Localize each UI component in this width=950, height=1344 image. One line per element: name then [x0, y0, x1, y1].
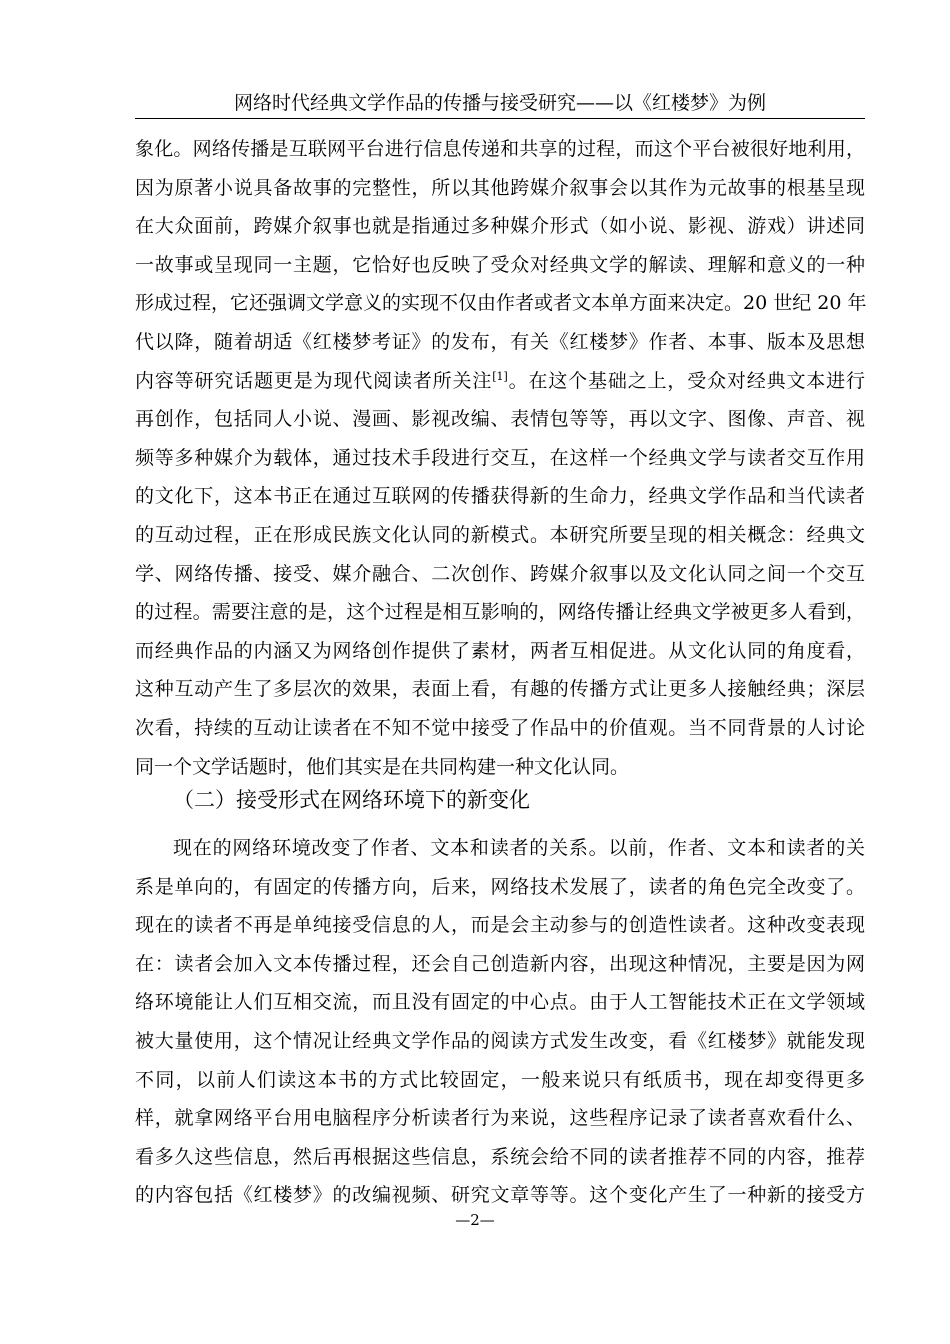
page-number: —2— — [455, 1211, 495, 1229]
paragraph-2 — [135, 829, 865, 1215]
text-line: 络环境能让人们互相交流，而且没有固定的中心点。由于人工智能技术正在文学领域 — [135, 991, 865, 1014]
citation-reference[interactable]: [1] — [492, 369, 508, 383]
text-line: 象化。网络传播是互联网平台进行信息传递和共享的过程，而这个平台被很好地利用， — [135, 138, 865, 160]
text-line: 现在的网络环境改变了作者、文本和读者的关系。以前，作者、文本和读者的关 — [173, 837, 865, 859]
section-heading: （二）接受形式在网络环境下的新变化 — [173, 788, 530, 812]
text-line: 现在的读者不再是单纯接受信息的人，而是会主动参与的创造性读者。这种改变表现 — [135, 914, 865, 937]
text-line: 一故事或呈现同一主题，它恰好也反映了受众对经典文学的解读、理解和意义的一种 — [135, 253, 865, 276]
text-line: 同一个文学话题时，他们其实是在共同构建一种文化认同。 — [135, 755, 630, 778]
text-line: 样，就拿网络平台用电脑程序分析读者行为来说，这些程序记录了读者喜欢看什么、 — [135, 1107, 865, 1130]
text-line: 而经典作品的内涵又为网络创作提供了素材，两者互相促进。从文化认同的角度看， — [135, 639, 865, 662]
text-line: 再创作，包括同人小说、漫画、影视改编、表情包等等，再以文字、图像、声音、视 — [135, 408, 865, 431]
text-line: 这种互动产生了多层次的效果，表面上看，有趣的传播方式让更多人接触经典；深层 — [135, 678, 865, 701]
header-rule — [135, 118, 865, 119]
text-line: 代以降，随着胡适《红楼梦考证》的发布，有关《红楼梦》作者、本事、版本及思想 — [135, 330, 865, 353]
text-line: 系是单向的，有固定的传播方向，后来，网络技术发展了，读者的角色完全改变了。 — [135, 875, 865, 898]
text-line: 学、网络传播、接受、媒介融合、二次创作、跨媒介叙事以及文化认同之间一个交互 — [135, 562, 865, 585]
text-segment: 内容等研究话题更是为现代阅读者所关注 — [135, 369, 493, 392]
text-line: 的互动过程，正在形成民族文化认同的新模式。本研究所要呈现的相关概念：经典文 — [135, 523, 865, 546]
running-header: 网络时代经典文学作品的传播与接受研究——以《红楼梦》为例 — [233, 92, 766, 114]
text-line: 被大量使用，这个情况让经典文学作品的阅读方式发生改变，看《红楼梦》就能发现 — [135, 1029, 865, 1052]
text-line: 的过程。需要注意的是，这个过程是相互影响的，网络传播让经典文学被更多人看到， — [135, 601, 865, 624]
text-line: 的内容包括《红楼梦》的改编视频、研究文章等等。这个变化产生了一种新的接受方 — [135, 1184, 865, 1207]
text-line-with-citation — [135, 362, 865, 401]
text-segment: 。在这个基础之上，受众对经典文本进行 — [507, 369, 865, 392]
text-line: 频等多种媒介为载体，通过技术手段进行交互，在这样一个经典文学与读者交互作用 — [135, 446, 865, 469]
text-line: 次看，持续的互动让读者在不知不觉中接受了作品中的价值观。当不同背景的人讨论 — [135, 716, 865, 739]
text-line: 在：读者会加入文本传播过程，还会自己创造新内容，出现这种情况，主要是因为网 — [135, 952, 865, 975]
text-line: 的文化下，这本书正在通过互联网的传播获得新的生命力，经典文学作品和当代读者 — [135, 485, 865, 508]
paragraph-1 — [135, 130, 865, 786]
text-line: 因为原著小说具备故事的完整性，所以其他跨媒介叙事会以其作为元故事的根基呈现 — [135, 176, 865, 199]
text-line: 看多久这些信息，然后再根据这些信息，系统会给不同的读者推荐不同的内容，推荐 — [135, 1145, 865, 1168]
text-line: 不同，以前人们读这本书的方式比较固定，一般来说只有纸质书，现在却变得更多 — [135, 1068, 865, 1091]
text-line: 在大众面前，跨媒介叙事也就是指通过多种媒介形式（如小说、影视、游戏）讲述同 — [135, 215, 865, 238]
text-line: 形成过程，它还强调文学意义的实现不仅由作者或者文本单方面来决定。20 世纪 20 年 — [135, 292, 867, 315]
